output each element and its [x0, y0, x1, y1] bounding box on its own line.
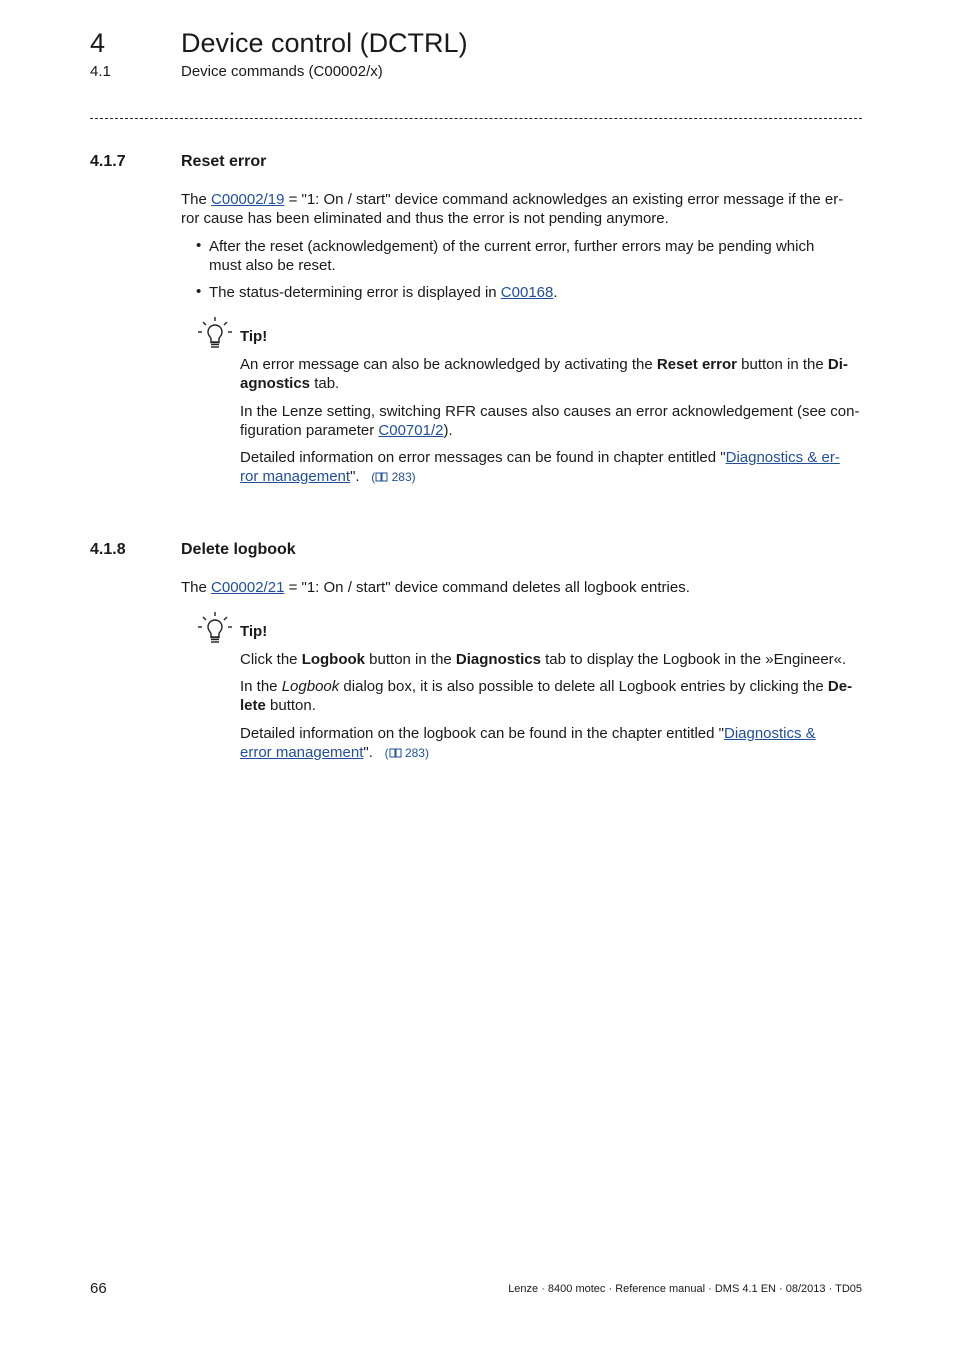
chapter-title: Device control (DCTRL)	[181, 28, 468, 58]
heading-reset-error: Reset error	[181, 153, 267, 170]
link-c00168[interactable]: C00168	[500, 284, 554, 301]
reset-error-intro: The C00002/19 = "1: On / start" device command acknowledges an existing error message if the er- ror cause has been eliminated and thus the error is not pending anymore.	[181, 191, 844, 227]
book-icon	[375, 472, 388, 482]
page-number: 66	[90, 1280, 107, 1297]
link-diagnostics-2a[interactable]: Diagnostics &	[723, 725, 816, 742]
tip2-para-1: Click the Logbook button in the Diagnostics tab to display the Logbook in the »Engineer«.	[240, 651, 847, 668]
header-divider	[90, 118, 862, 119]
tip-label-1: Tip!	[240, 328, 268, 345]
tip2-para-3: Detailed information on the logbook can be found in the chapter entitled "Diagnostics & error management". ( 283)	[240, 725, 816, 761]
tip-label-2: Tip!	[240, 623, 268, 640]
heading-number-417: 4.1.7	[90, 153, 126, 170]
heading-number-418: 4.1.8	[90, 541, 126, 558]
link-diagnostics-1a[interactable]: Diagnostics & er-	[725, 449, 840, 466]
section-title: Device commands (C00002/x)	[181, 63, 383, 80]
lightbulb-icon	[197, 611, 233, 647]
chapter-number: 4	[90, 28, 106, 58]
footer-doc-info: Lenze · 8400 motec · Reference manual · DMS 4.1 EN · 08/2013 · TD05	[508, 1283, 862, 1295]
link-c00002-19[interactable]: C00002/19	[211, 191, 285, 208]
delete-logbook-intro: The C00002/21 = "1: On / start" device command deletes all logbook entries.	[181, 579, 690, 596]
tip2-para-2: In the Logbook dialog box, it is also possible to delete all Logbook entries by clicking the De- lete button.	[240, 678, 853, 714]
bullet-1-text: After the reset (acknowledgement) of the current error, further errors may be pending which must also be reset.	[209, 238, 815, 274]
bullet-1: •	[196, 237, 202, 254]
tip1-para-3: Detailed information on error messages can be found in chapter entitled "Diagnostics & er- ror management". ( 283)	[240, 449, 840, 485]
tip1-para-1: An error message can also be acknowledged by activating the Reset error button in the Di- agnostics tab.	[240, 356, 848, 392]
page-ref-1[interactable]: ( 283)	[367, 470, 416, 484]
heading-delete-logbook: Delete logbook	[181, 541, 296, 558]
bullet-2: •	[196, 283, 202, 300]
link-diagnostics-2b[interactable]: error management	[240, 744, 364, 761]
link-c00701-2[interactable]: C00701/2	[378, 422, 444, 439]
section-number: 4.1	[90, 63, 111, 80]
bullet-2-text: The status-determining error is displayed in C00168.	[209, 284, 558, 301]
tip1-para-2: In the Lenze setting, switching RFR causes also causes an error acknowledgement (see con- figuration parameter C00701/2).	[240, 403, 860, 439]
page-ref-2[interactable]: ( 283)	[381, 746, 429, 760]
lightbulb-icon	[197, 316, 233, 352]
link-c00002-21[interactable]: C00002/21	[211, 579, 285, 596]
book-icon	[389, 748, 402, 758]
link-diagnostics-1b[interactable]: ror management	[240, 468, 351, 485]
